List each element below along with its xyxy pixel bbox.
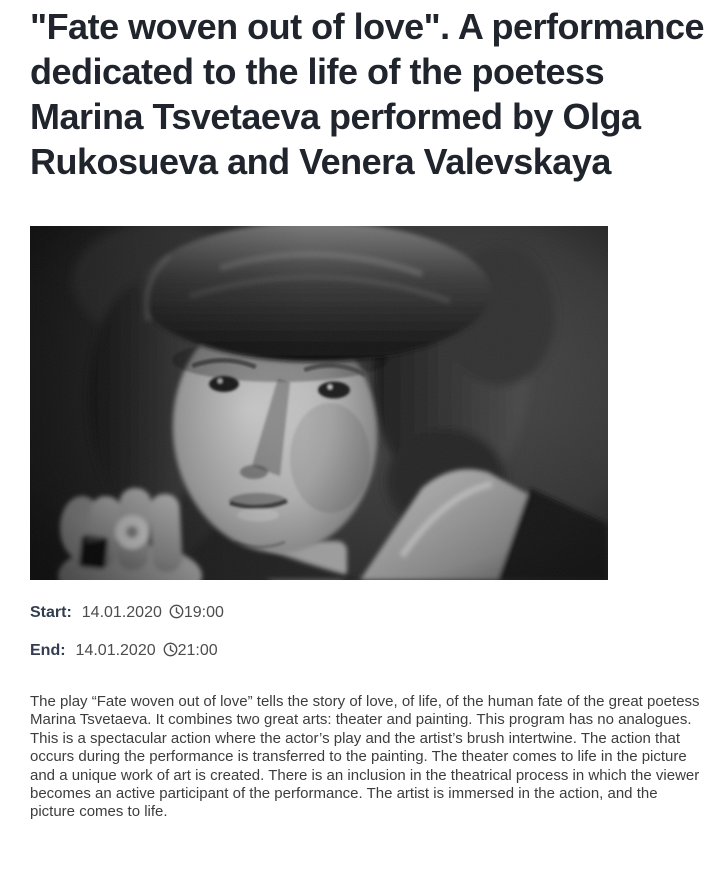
- end-label: End:: [30, 642, 66, 659]
- clock-icon: [163, 642, 178, 657]
- start-time: 19:00: [183, 604, 224, 621]
- start-row: [30, 603, 706, 622]
- event-schedule: [30, 603, 706, 660]
- end-time: 21:00: [177, 642, 218, 659]
- end-row: [30, 641, 706, 660]
- event-title: "Fate woven out of love". A performance dedicated to the life of the poetess Marina Tsvetaeva performed by Olga Rukosueva and Venera Valevskaya: [30, 6, 705, 182]
- portrait-image: [30, 226, 608, 580]
- start-date: 14.01.2020: [81, 604, 162, 621]
- start-label: Start:: [30, 604, 72, 621]
- end-date: 14.01.2020: [75, 642, 156, 659]
- clock-icon: [169, 604, 184, 619]
- tsvetaeva-portrait-photo: [30, 226, 608, 580]
- event-description: The play “Fate woven out of love” tells the story of love, of life, of the human fate of the great poetess Marina Tsvetaeva. It combines two great arts: theater and painting. This program has no analogues. This is a spectacular action where the actor’s play and the artist’s brush intertwine. The action that occurs during the performance is transferred to the painting. The theater comes to life in the picture and a unique work of art is created. There is an inclusion in the theatrical process in which the viewer becomes an active participant of the performance. The artist is immersed in the action, and the picture comes to life.: [30, 693, 700, 821]
